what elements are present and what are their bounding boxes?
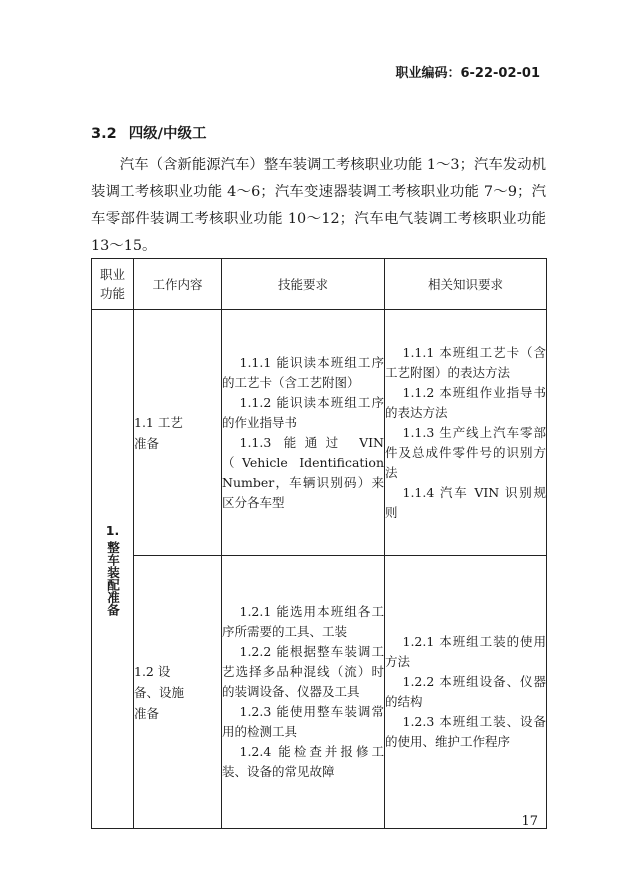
table-row <box>92 310 547 556</box>
function-cell <box>92 310 134 829</box>
work-content-cell: 1.1 工艺准备 <box>134 310 222 556</box>
function-number: 1. <box>105 522 120 538</box>
knowledge-item: 1.1.3 生产线上汽车零部件及总成件零件号的识别方法 <box>385 424 546 480</box>
knowledge-item: 1.1.2 本班组作业指导书的表达方法 <box>385 384 546 420</box>
table-row <box>92 556 547 829</box>
skill-item: 1.1.2 能识读本班组工序的作业指导书 <box>222 394 384 430</box>
skill-item: 1.2.1 能选用本班组各工序所需要的工具、工装 <box>222 604 384 639</box>
skill-item: 1.2.4 能检查并报修工装、设备的常见故障 <box>222 744 384 779</box>
skill-item: 1.2.2 能根据整车装调工艺选择多品种混线（流）时的装调设备、仪器及工具 <box>222 644 384 699</box>
knowledge-item: 1.2.2 本班组设备、仪器的结构 <box>385 674 546 709</box>
skill-item: 1.1.1 能识读本班组工序的工艺卡（含工艺附图） <box>222 354 384 390</box>
section-heading <box>91 122 206 143</box>
header-work-content: 工作内容 <box>134 259 222 310</box>
section-number: 3.2 <box>91 126 117 142</box>
skill-cell <box>222 310 385 556</box>
knowledge-item: 1.2.3 本班组工装、设备的使用、维护工作程序 <box>385 714 546 749</box>
header-function: 职业功能 <box>92 259 134 310</box>
function-name: 整车装配准备 <box>105 540 121 616</box>
header-knowledge-requirements: 相关知识要求 <box>385 259 547 310</box>
occupation-code: 职业编码：6-22-02-01 <box>395 66 540 81</box>
page-number: 17 <box>521 814 538 829</box>
knowledge-cell <box>385 310 547 556</box>
knowledge-item: 1.2.1 本班组工装的使用方法 <box>385 634 546 669</box>
knowledge-item: 1.1.4 汽车 VIN 识别规则 <box>385 484 546 520</box>
skill-item: 1.2.3 能使用整车装调常用的检测工具 <box>222 704 384 739</box>
skill-cell <box>222 556 385 829</box>
section-title: 四级/中级工 <box>128 126 207 142</box>
knowledge-item: 1.1.1 本班组工艺卡（含工艺附图）的表达方法 <box>385 344 546 380</box>
intro-paragraph: 汽车（含新能源汽车）整车装调工考核职业功能 1～3；汽车发动机装调工考核职业功能 4～6；汽车变速器装调工考核职业功能 7～9；汽车零部件装调工考核职业功能 10～12；汽车电气装调工考核职业功能 13～15。 <box>91 157 546 254</box>
table-header-row <box>92 259 547 310</box>
work-content-cell: 1.2 设备、设施准备 <box>134 556 222 829</box>
skills-table <box>91 258 547 829</box>
knowledge-cell <box>385 556 547 829</box>
skill-item: 1.1.3 能通过 VIN（Vehicle Identification Number，车辆识别码）来区分各车型 <box>222 434 384 510</box>
header-skill-requirements: 技能要求 <box>222 259 385 310</box>
